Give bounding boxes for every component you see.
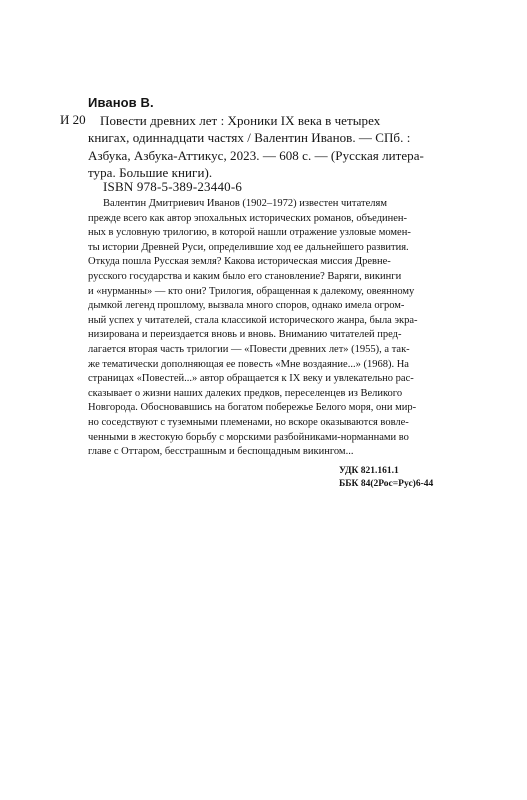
annotation-line: и «нурманны» — кто они? Трилогия, обращенная к далекому, овеянному — [88, 285, 415, 297]
author-heading: Иванов В. — [88, 95, 154, 110]
annotation-line: сказывает о жизни наших далеких предков, переселенцев из Великого — [88, 387, 403, 399]
annotation-line: главе с Оттаром, бесстрашным и беспощадным викингом... — [88, 446, 354, 458]
annotation — [88, 197, 457, 460]
annotation-line: прежде всего как автор эпохальных исторических романов, объединен- — [88, 212, 408, 224]
bbk-classification: ББК 84(2Рос=Рус)6-44 — [339, 479, 434, 489]
isbn: ISBN 978-5-389-23440-6 — [103, 179, 243, 194]
annotation-line: ный успех у читателей, стала классикой исторического жанра, была экра- — [88, 314, 418, 326]
annotation-line: Откуда пошла Русская земля? Какова историческая миссия Древне- — [88, 256, 391, 268]
annotation-line: ных в условную трилогию, в которой нашли отражение узловые момен- — [88, 227, 411, 239]
annotation-line: же тематически дополняющая ее повесть «Мне воздаяние...» (1968). На — [88, 358, 409, 370]
bibliographic-description — [88, 112, 456, 181]
annotation-line: русского государства и каким было его становление? Варяги, викинги — [88, 270, 402, 282]
bibliographic-line: книгах, одиннадцати частях / Валентин Иванов. — СПб. : — [88, 130, 411, 146]
author-sign-code: И 20 — [60, 112, 86, 127]
annotation-line: лагается вторая часть трилогии — «Повести древних лет» (1955), а так- — [88, 343, 410, 355]
bibliographic-line: тура. Большие книги). — [88, 164, 213, 180]
annotation-line: ты истории Древней Руси, определившие ход ее дальнейшего развития. — [88, 241, 409, 253]
annotation-line: но соседствуют с туземными племенами, но вскоре оказываются вовле- — [88, 416, 409, 428]
annotation-line: ченными в жестокую борьбу с морскими разбойниками-норманнами во — [88, 431, 409, 443]
annotation-line: низирована и переиздается вновь и вновь. Вниманию читателей пред- — [88, 329, 402, 341]
annotation-line: страницах «Повестей...» автор обращается к IX веку и увлекательно рас- — [88, 373, 414, 385]
annotation-line: дымкой легенд прошлому, вызвала много споров, однако имела огром- — [88, 300, 405, 312]
bibliographic-line: Повести древних лет : Хроники IX века в четырех — [100, 113, 381, 128]
bibliographic-line: Азбука, Азбука-Аттикус, 2023. — 608 с. — (Русская литера- — [88, 147, 424, 163]
annotation-line: Новгорода. Обосновавшись на богатом побережье Белого моря, они мир- — [88, 402, 417, 414]
annotation-line: Валентин Дмитриевич Иванов (1902–1972) известен читателям — [103, 198, 387, 209]
udk-classification: УДК 821.161.1 — [339, 466, 399, 476]
